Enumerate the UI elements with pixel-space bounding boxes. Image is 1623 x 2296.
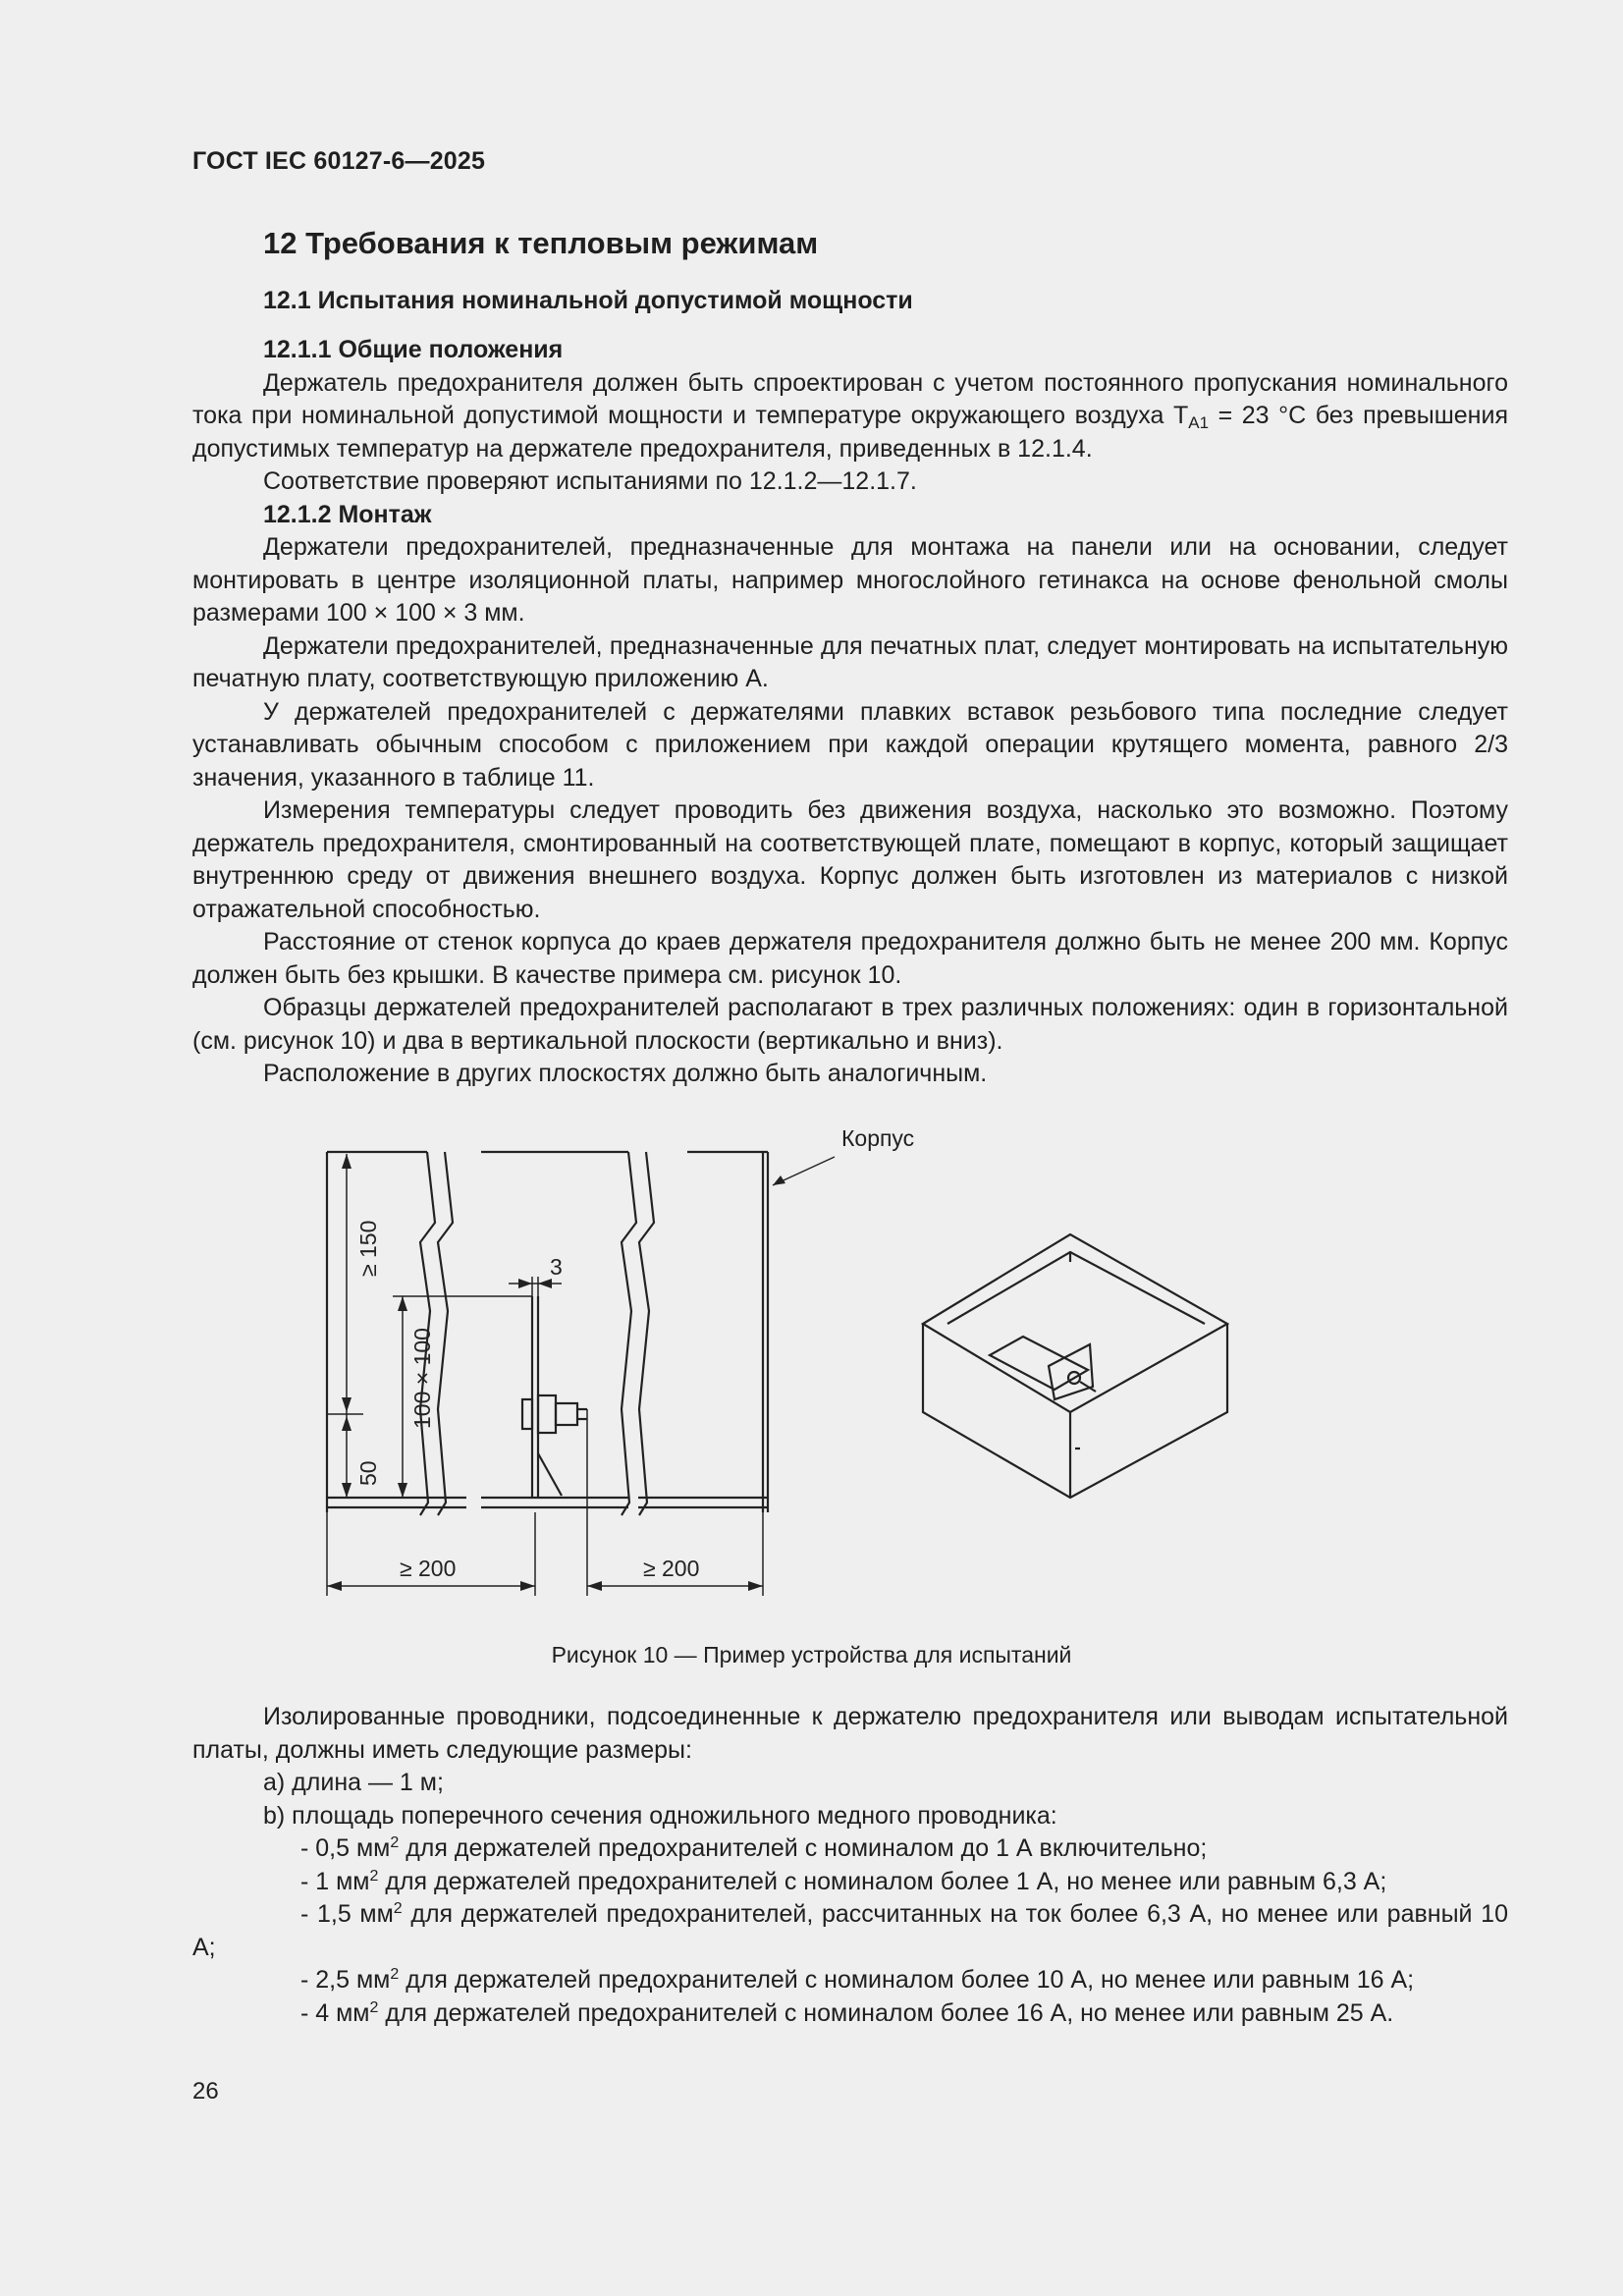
- dim-50-label: 50: [355, 1460, 381, 1486]
- side-view: [327, 1152, 835, 1596]
- figure-caption: Рисунок 10 — Пример устройства для испытаний: [551, 1642, 1072, 1667]
- figure-drawing: [304, 1115, 1414, 1625]
- document-code: ГОСТ IEC 60127-6—2025: [192, 147, 486, 175]
- page-number: 26: [192, 2078, 219, 2105]
- body-text: [192, 334, 1508, 1091]
- conductors-intro: Изолированные проводники, подсоединенные к держателю предохранителя или выводам испытательной платы, должны иметь следующие размеры:: [192, 1703, 1508, 1764]
- dim-200-left-label: ≥ 200: [400, 1556, 457, 1581]
- paragraph-12-1-2-2: Держатели предохранителей, предназначенные для печатных плат, следует монтировать на испытательную печатную плату, соответствующую приложению А.: [192, 631, 1508, 692]
- dimension-arrows: [327, 1154, 785, 1591]
- isometric-view: [923, 1234, 1227, 1498]
- paragraph-12-1-2-3: У держателей предохранителей с держателями плавких вставок резьбового типа последние следует устанавливать обычным способом с приложением при каждой операции крутящего момента, равного 2/3 значения, указанного в таблице 11.: [192, 697, 1508, 792]
- paragraph-12-1-2-4: Измерения температуры следует проводить без движения воздуха, насколько это возможно. Поэтому держатель предохранителя, смонтированный на соответствующей плате, помещают в корпус, который защищает внутреннюю среду от движения внешнего воздуха. Корпус должен быть изготовлен из материалов с низкой отражательной способностью.: [192, 796, 1508, 923]
- paragraph-12-1-2-1: Держатели предохранителей, предназначенные для монтажа на панели или на основании, следует монтировать в центре изоляционной платы, например многослойного гетинакса на основе фенольной смолы размерами 100 × 100 × 3 мм.: [192, 533, 1508, 627]
- list-item: - 0,5 $мм^2$ для держателей предохранителей с номиналом до 1 А включительно;: [300, 1834, 1208, 1862]
- paragraph-12-1-1-2: Соответствие проверяют испытаниями по 12.1.2—12.1.7.: [263, 467, 917, 495]
- paragraph-12-1-2-6: Образцы держателей предохранителей располагают в трех различных положениях: один в горизонтальной (см. рисунок 10) и два в вертикальной плоскости (вертикально и вниз).: [192, 994, 1508, 1055]
- paragraph-12-1-2-5: Расстояние от стенок корпуса до краев держателя предохранителя должно быть не менее 200 мм. Корпус должен быть без крышки. В качестве примера см. рисунок 10.: [192, 928, 1508, 989]
- list-item: - 4 $мм^2$ для держателей предохранителей с номиналом более 16 А, но менее или равным 25 А.: [300, 1998, 1394, 2027]
- list-item: - 1 $мм^2$ для держателей предохранителей с номиналом более 1 А, но менее или равным 6,3 А;: [300, 1867, 1387, 1895]
- heading-12-1-2: 12.1.2 Монтаж: [263, 500, 432, 528]
- dim-100x100-label: 100 × 100: [409, 1328, 435, 1429]
- figure-10: [304, 1115, 1414, 1625]
- dim-150-label-rotated: ≥ 150: [355, 1220, 381, 1277]
- list-item: - 1,5 $мм^2$ для держателей предохранителей, рассчитанных на ток более 6,3 А, но менее или равный 10 А;: [192, 1900, 1508, 1961]
- paragraph-12-1-2-7: Расположение в других плоскостях должно быть аналогичным.: [263, 1060, 988, 1087]
- heading-12-1-1: 12.1.1 Общие положения: [263, 336, 564, 363]
- conductor-requirements: [192, 1701, 1508, 2030]
- section-title: 12 Требования к тепловым режимам: [263, 226, 819, 260]
- dim-200-right-label: ≥ 200: [643, 1556, 700, 1581]
- subsection-title: 12.1 Испытания номинальной допустимой мощности: [263, 287, 913, 314]
- paragraph-12-1-1-1: Держатель предохранителя должен быть спроектирован с учетом постоянного пропускания номинального тока при номинальной допустимой мощности и температуре окружающего воздуха $T_{A1} = 23$ °С без превышения допустимых температур на держателе предохранителя, приведенных в 12.1.4.: [192, 368, 1508, 463]
- enclosure-label: Корпус: [841, 1125, 915, 1151]
- list-item-b: b) площадь поперечного сечения одножильного медного проводника:: [263, 1801, 1057, 1830]
- list-item-a: а) длина — 1 м;: [263, 1769, 444, 1796]
- dimension-labels: [355, 1221, 699, 1581]
- dim-3-label: 3: [550, 1254, 563, 1280]
- subscript: A1: [1188, 413, 1210, 432]
- list-item: - 2,5 $мм^2$ для держателей предохранителей с номиналом более 10 А, но менее или равным 16 А;: [300, 1966, 1415, 1994]
